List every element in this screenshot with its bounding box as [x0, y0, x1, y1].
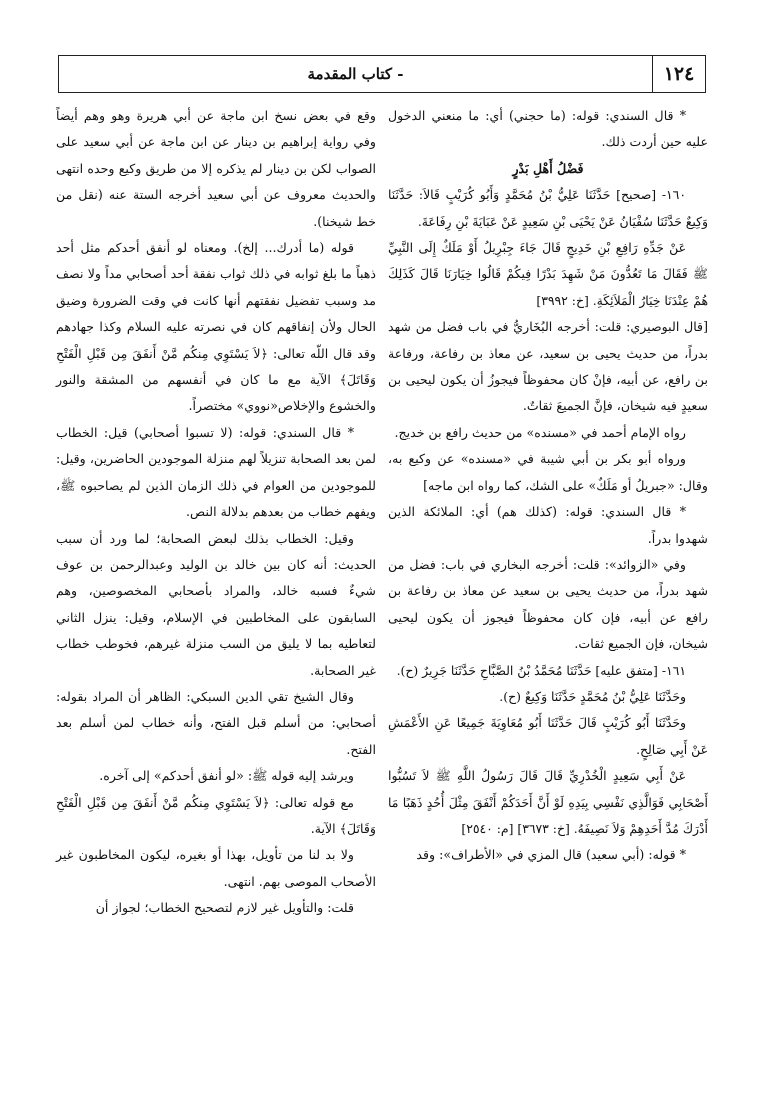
commentary-paragraph-9: قلت: والتأويل غير لازم لتصحيح الخطاب؛ لجواز أن: [95, 900, 354, 916]
page-header: [58, 55, 706, 93]
ahmad-narration-paragraph: رواه الإمام أحمد في «مسنده» من حديث رافع بن خديج.: [394, 424, 686, 440]
commentary-paragraph-8: ولا بد لنا من تأويل، بهذا أو بغيره، ليكون المخاطبون غير الأصحاب الموصى بهم. انتهى.: [56, 847, 376, 889]
commentary-paragraph-4: وقيل: الخطاب بذلك لبعض الصحابة؛ لما ورد أن سبب الحديث: أنه كان بين خالد بن الوليد وعبدالرحمن بن عوف شيءٌ فسبه خالد، والمراد بأصحابي المخصوصين، وهم السابقون على المخاطبين في الإسلام، وقيل: ينزل الثاني لتعاطيه بما لا يليق من السب منزلة غيرهم، فخوطب خطاب غير الصحابة.: [56, 530, 376, 678]
right-column: [388, 103, 708, 869]
busiri-commentary: [قال البوصيري: قلت: أخرجه البُخَاريُّ في باب فضل من شهد بدراً، من حديث يحيى بن سعيد، عن معاذ بن رفاعة، ورفاعة بن رافع، عن أبيه، فإنْ كان محفوظاً فيجوزُ أن يكون ليحيى بن سعيدٍ فيه شيخان، فإنَّ الجميعَ ثقاتٌ.: [388, 319, 708, 414]
commentary-paragraph-1: وقع في بعض نسخ ابن ماجة عن أبي هريرة وهو وهم أيضاً وفي رواية إبراهيم بن دينار عن ابن ماجة عن أبي سعيد على الصواب لكن بن دينار لم يذكره إلا من طريق وكيع وحده انتهى والحديث معروف عن أبي سعيد أخرجه الستة عنه (نقل من خط شيخنا).: [56, 108, 376, 229]
hadith-161-matn: عَنْ أَبِي سَعِيدٍ الْخُدْرِيِّ قَالَ قَالَ رَسُولُ اللَّهِ ﷺ لاَ تَسُبُّوا أَصْحَابِي فَوَالَّذِي نَفْسِي بِيَدِهِ لَوْ أَنَّ أَحَدَكُمْ أَنْفَقَ مِثْلَ أُحُدٍ ذَهَبًا مَا أَدْرَكَ مُدَّ أَحَدِهِمْ وَلاَ نَصِيفَهُ. [خ: ٣٦٧٣] [م: ٢٥٤٠]: [388, 768, 708, 836]
abu-bakr-narration-paragraph: ورواه أبو بكر بن أبي شيبة في «مسنده» عن وكيع به، وقال: «جبريلُ أو مَلَكٌ» على الشك، كما رواه ابن ماجه]: [388, 451, 708, 493]
mizzi-note-paragraph: * قوله: (أبي سعيد) قال المزي في «الأطراف»: وقد: [416, 847, 686, 863]
chapter-heading: فَضْلُ أَهْلِ بَدْرٍ: [512, 160, 584, 176]
hadith-161-isnad-3: وحَدَّثَنَا أَبُو كُرَيْبٍ قَالَ حَدَّثَنَا أَبُو مُعَاوِيَةَ جَمِيعًا عَنِ الأَعْمَشِ عَنْ أَبِي صَالِحٍ.: [388, 715, 708, 757]
hadith-161-isnad-2: وحَدَّثَنَا عَلِيُّ بْنُ مُحَمَّدٍ حَدَّثَنَا وَكِيعٌ (ح).: [499, 688, 686, 704]
commentary-paragraph-7: مع قوله تعالى: ﴿لاَ يَسْتَوِي مِنكُم مَّنْ أَنفَقَ مِن قَبْلِ الْفَتْحِ وَقَاتَلَ﴾ الآية.: [56, 794, 376, 836]
hadith-160-isnad: ١٦٠- [صحيح] حَدَّثَنَا عَلِيُّ بْنُ مُحَمَّدٍ وَأَبُو كُرَيْبٍ قَالاَ: حَدَّثَنَا وَكِيعٌ حَدَّثَنَا سُفْيَانُ عَنْ يَحْيَى بْنِ سَعِيدٍ عَنْ عَبَايَةَ بْنِ رِفَاعَةَ.: [388, 187, 708, 229]
sindi-note-paragraph-2: * قال السندي: قوله: (كذلك هم) أي: الملائكة الذين شهدوا بدراً.: [388, 504, 708, 546]
page-number: ١٢٤: [652, 56, 705, 92]
commentary-paragraph-3: * قال السندي: قوله: (لا تسبوا أصحابي) قيل: الخطاب لمن بعد الصحابة تنزيلاً لهم منزلة الموجودين الحاضرين، وقيل: للموجودين من العوام في ذلك الزمان الذين لم يصاحبوه ﷺ، ويفهم خطاب من بعدهم بدلالة النص.: [56, 424, 376, 520]
running-title: - كتاب المقدمة: [307, 65, 404, 83]
commentary-paragraph-5: وقال الشيخ تقي الدين السبكي: الظاهر أن المراد بقوله: أصحابي: من أسلم قبل الفتح، وأنه خطاب لمن أسلم بعد الفتح.: [56, 688, 376, 757]
zawaid-paragraph: وفي «الزوائد»: قلت: أخرجه البخاري في باب: فضل من شهد بدراً، من حديث يحيى بن سعيد عن معاذ بن رفاعة بن رافع عن أبيه، فإن كان محفوظاً فيجوز أن يكون ليحيى شيخان، فإن الجميع ثقات.: [388, 556, 708, 652]
commentary-paragraph-6: ويرشد إليه قوله ﷺ: «لو أنفق أحدكم» إلى آخره.: [99, 768, 354, 784]
commentary-paragraph-2: قوله (ما أدرك... إلخ). ومعناه لو أنفق أحدكم مثل أحد ذهباً ما بلغ ثوابه في ذلك ثواب نفقة أحد أصحابي مداً ولا نصف مد وسبب تفضيل نفقتهم أنها كانت في وقت الضرورة وضيق الحال ولأن إنفاقهم كان في نصرته عليه السلام وكذا جهادهم وقد قال اللّه تعالى: ﴿لاَ يَسْتَوِي مِنكُم مَّنْ أَنفَقَ مِن قَبْلِ الْفَتْحِ وَقَاتَلَ﴾ الآية مع ما كان في أنفسهم من المشقة والنور والخشوع والإخلاص«نووي» مختصراً.: [56, 240, 376, 414]
sindi-note-paragraph: * قال السندي: قوله: (ما حجني) أي: ما منعني الدخول عليه حين أردت ذلك.: [388, 108, 708, 150]
left-column: [56, 103, 376, 922]
hadith-161-isnad-1: ١٦١- [متفق عليه] حَدَّثَنَا مُحَمَّدُ بْنُ الصَّبَّاحِ حَدَّثَنَا جَرِيرٌ (ح).: [396, 662, 686, 678]
hadith-160-matn: عَنْ جَدِّهِ رَافِعِ بْنِ خَدِيجٍ قَالَ جَاءَ جِبْرِيلُ أَوْ مَلَكٌ إِلَى النَّبِيِّ ﷺ فَقَالَ مَا تَعُدُّونَ مَنْ شَهِدَ بَدْرًا فِيكُمْ قَالُوا خِيَارَنَا قَالَ كَذَلِكَ هُمْ عِنْدَنَا خِيَارُ الْمَلاَئِكَةِ. [خ: ٣٩٩٢]: [388, 240, 708, 308]
